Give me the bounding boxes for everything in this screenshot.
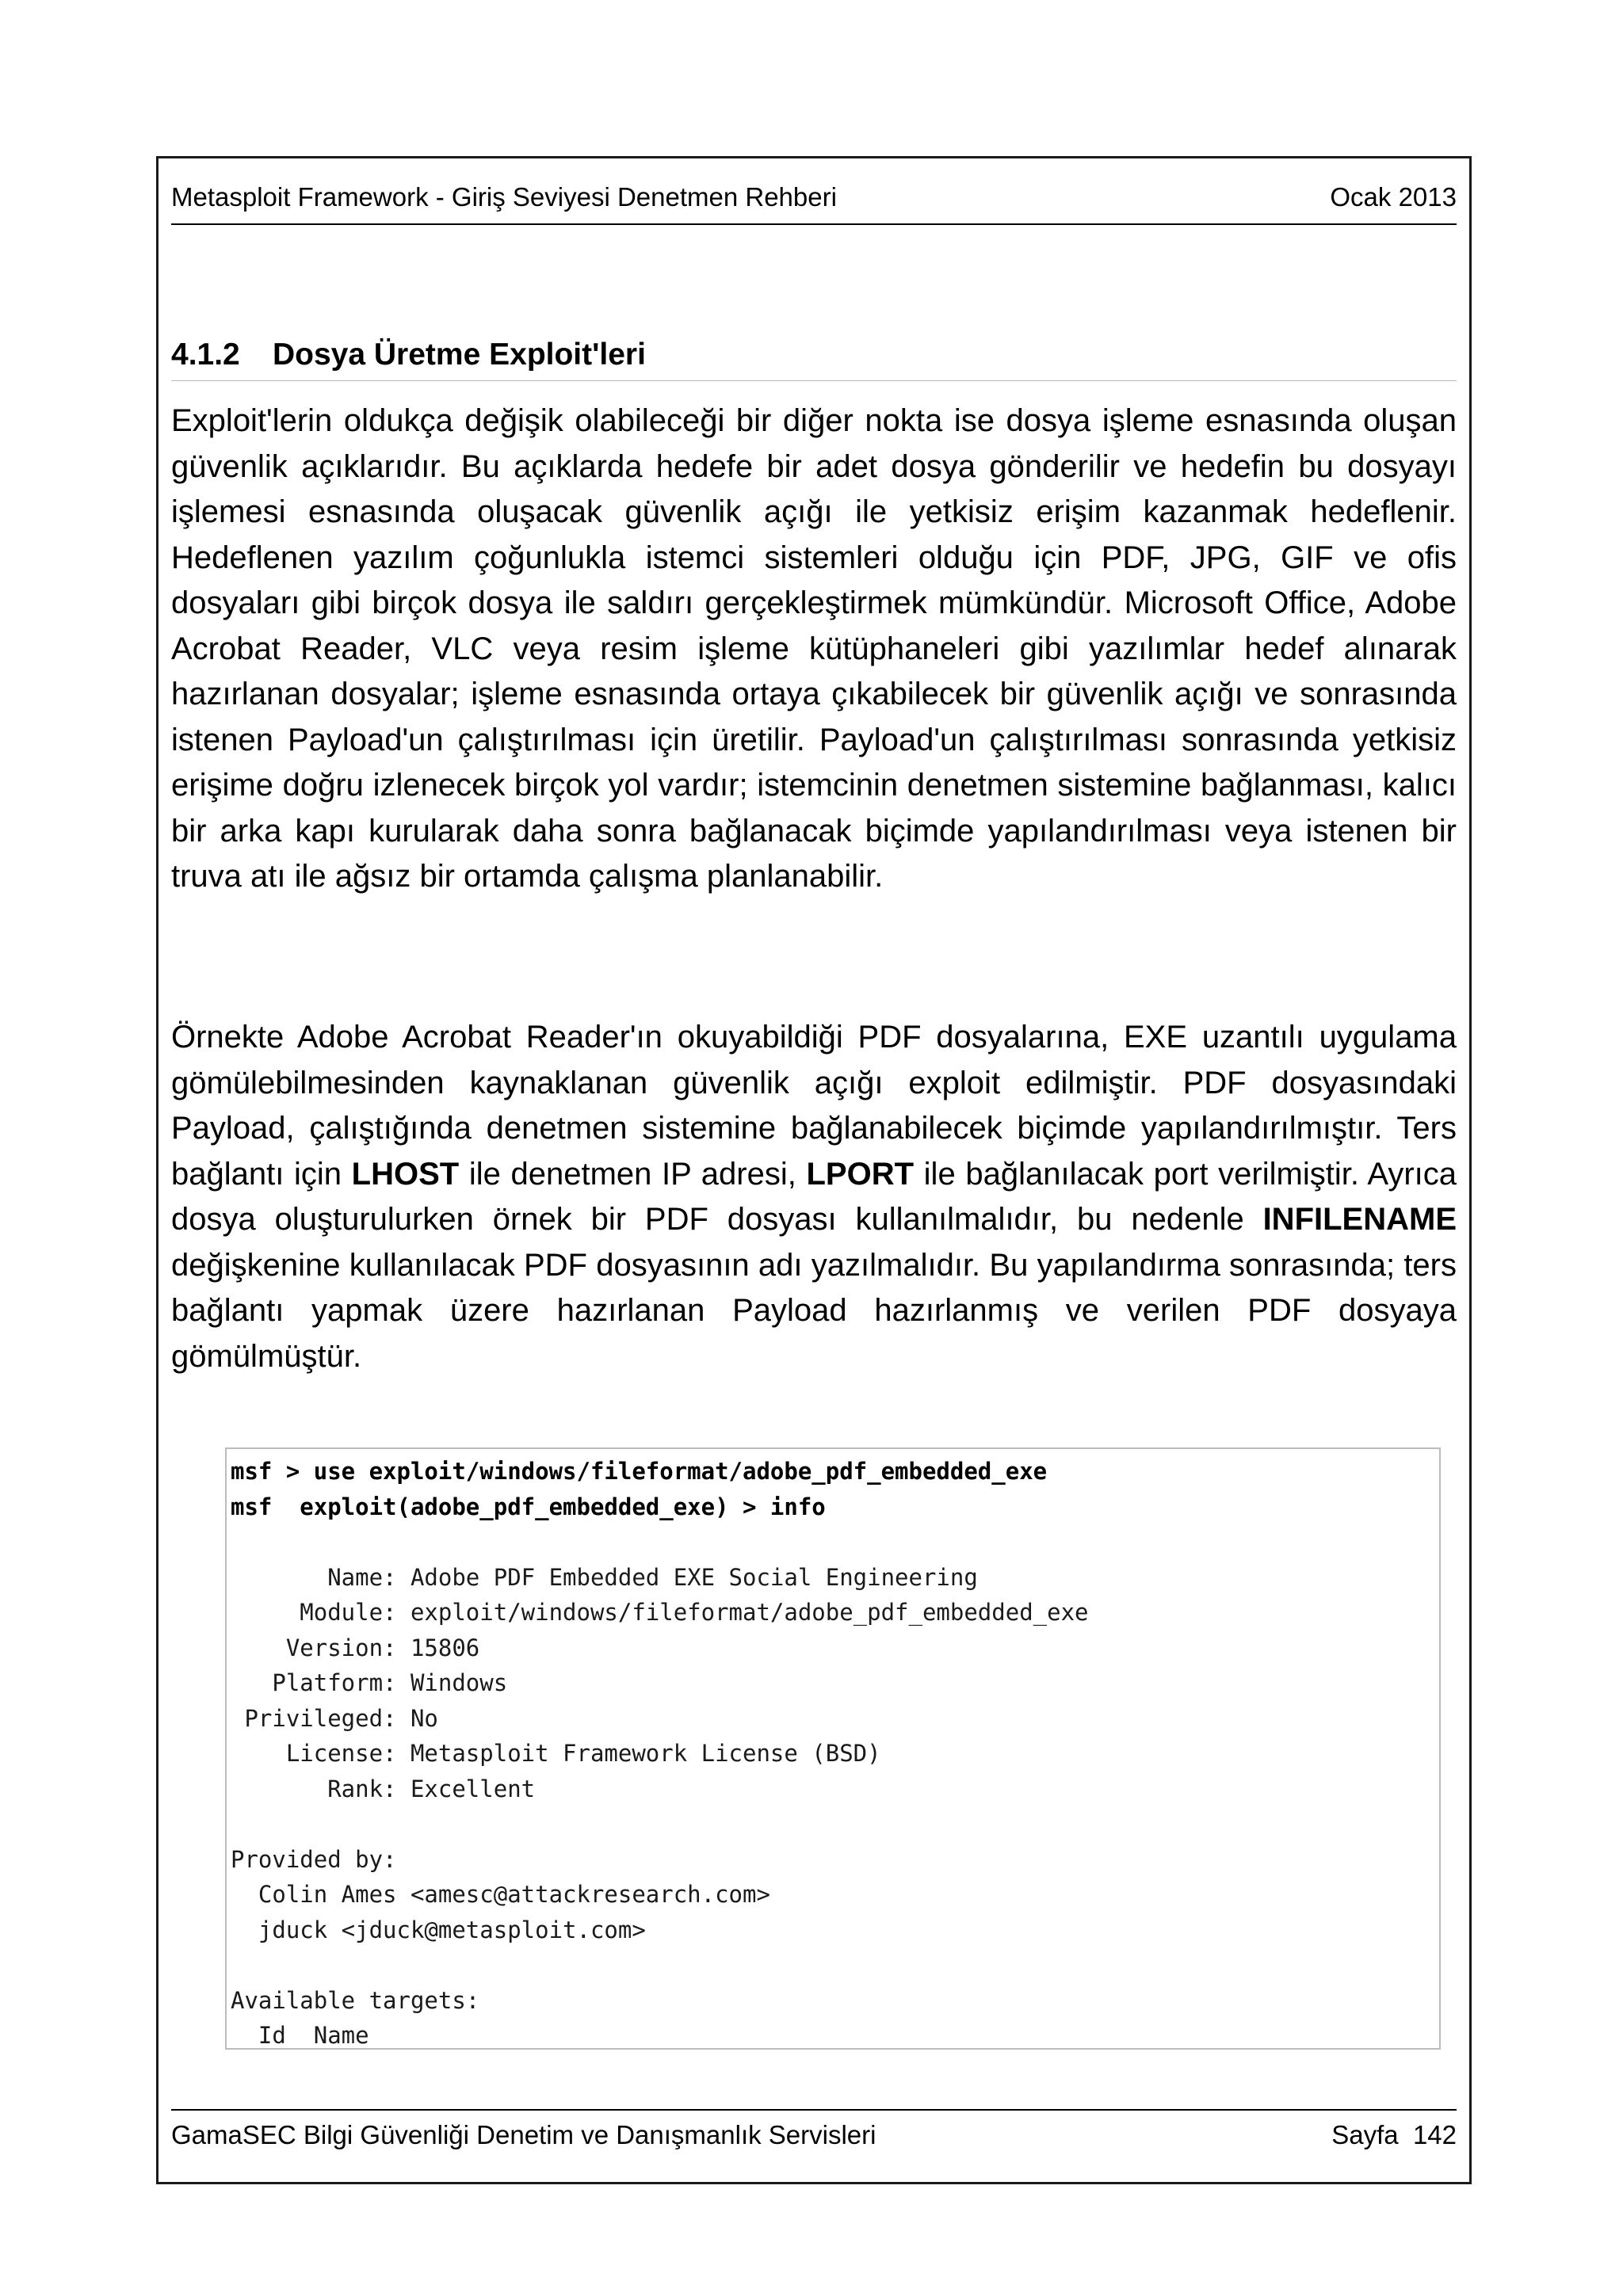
code-provided-by: Provided by: [231, 1845, 397, 1873]
code-info-rank: Rank: Excellent [231, 1775, 536, 1802]
paragraph-text: değişkenine kullanılacak PDF dosyasının adı yazılmalıdır. Bu yapılandırma sonrasında; ters bağlantı yapmak üzere hazırlanan Payload hazırlanmış ve verilen PDF dosyaya gömülmüştür. [171, 1247, 1457, 1374]
code-blank-line [231, 1806, 1439, 1842]
page-footer [171, 2109, 1457, 2158]
paragraph-file-exploits: Exploit'lerin oldukça değişik olabileceği bir diğer nokta ise dosya işleme esnasında oluşan güvenlik açıklarıdır. Bu açıklarda hedefe bir adet dosya gönderilir ve hedefin bu dosyayı işlemesi esnasında oluşacak güvenlik açığı ile yetkisiz erişim kazanmak hedeflenir. Hedeflenen yazılım çoğunlukla istemci sistemleri olduğu için PDF, JPG, GIF ve ofis dosyaları gibi birçok dosya ile saldırı gerçekleştirmek mümkündür. Microsoft Office, Adobe Acrobat Reader, VLC veya resim işleme kütüphaneleri gibi yazılımlar hedef alınarak hazırlanan dosyalar; işleme esnasında ortaya çıkabilecek bir güvenlik açığı ve sonrasında istenen Payload'un çalıştırılması için üretilir. Payload'un çalıştırılması sonrasında yetkisiz erişime doğru izlenecek birçok yol vardır; istemcinin denetmen sistemine bağlanması, kalıcı bir arka kapı kurularak daha sonra bağlanacak biçimde yapılandırılması veya istenen bir truva atı ile ağsız bir ortamda çalışma planlanabilir. [171, 403, 1457, 894]
code-command-info: msf exploit(adobe_pdf_embedded_exe) > info [231, 1493, 826, 1520]
paragraph-text: ile denetmen IP adresi, [459, 1156, 807, 1192]
paragraph-pdf-example [171, 1015, 1457, 1379]
header-date: Ocak 2013 [1330, 182, 1457, 212]
code-targets-header: Id Name [231, 2022, 369, 2049]
code-author: jduck <jduck@metasploit.com> [231, 1916, 646, 1943]
code-blank-line [231, 1947, 1439, 1983]
paragraph-text: Örnekte Adobe Acrobat Reader'ın okuyabildiği PDF dosyalarına, EXE uzantılı uygulama gömülebilmesinden kaynaklanan güvenlik açığı exploit edilmiştir. PDF dosyasındaki Payload, çalıştığında denetmen sistemine bağlanabilecek biçimde yapılandırılmıştır. Ters bağlantı için [171, 1020, 1457, 1192]
code-command-use: msf > use exploit/windows/fileformat/adobe_pdf_embedded_exe [231, 1458, 1048, 1485]
code-available-targets: Available targets: [231, 1986, 480, 2014]
header-title: Metasploit Framework - Giriş Seviyesi Denetmen Rehberi [171, 182, 837, 212]
section-heading [171, 338, 1457, 381]
code-info-version: Version: 15806 [231, 1634, 480, 1661]
section-number: 4.1.2 [171, 338, 240, 372]
code-info-module: Module: exploit/windows/fileformat/adobe_pdf_embedded_exe [231, 1599, 1089, 1626]
code-info-privileged: Privileged: No [231, 1704, 438, 1732]
page-header [171, 176, 1457, 225]
paragraph-text: ile bağlanılacak port verilmiştir. Ayrıca dosya oluşturulurken örnek bir PDF dosyası kullanılmalıdır, bu nedenle [171, 1156, 1457, 1237]
footer-company: GamaSEC Bilgi Güvenliği Denetim ve Danışmanlık Servisleri [171, 2120, 876, 2149]
lhost-keyword: LHOST [351, 1156, 460, 1192]
section-title: Dosya Üretme Exploit'leri [273, 338, 646, 372]
lport-keyword: LPORT [806, 1156, 915, 1192]
code-blank-line [231, 1524, 1439, 1560]
code-info-name: Name: Adobe PDF Embedded EXE Social Engineering [231, 1563, 978, 1591]
code-listing [225, 1447, 1441, 2050]
code-info-platform: Platform: Windows [231, 1669, 508, 1696]
code-info-license: License: Metasploit Framework License (BSD) [231, 1740, 881, 1767]
page-number: Sayfa 142 [1331, 2120, 1457, 2149]
code-author: Colin Ames <amesc@attackresearch.com> [231, 1881, 770, 1908]
infilename-keyword: INFILENAME [1262, 1202, 1457, 1237]
